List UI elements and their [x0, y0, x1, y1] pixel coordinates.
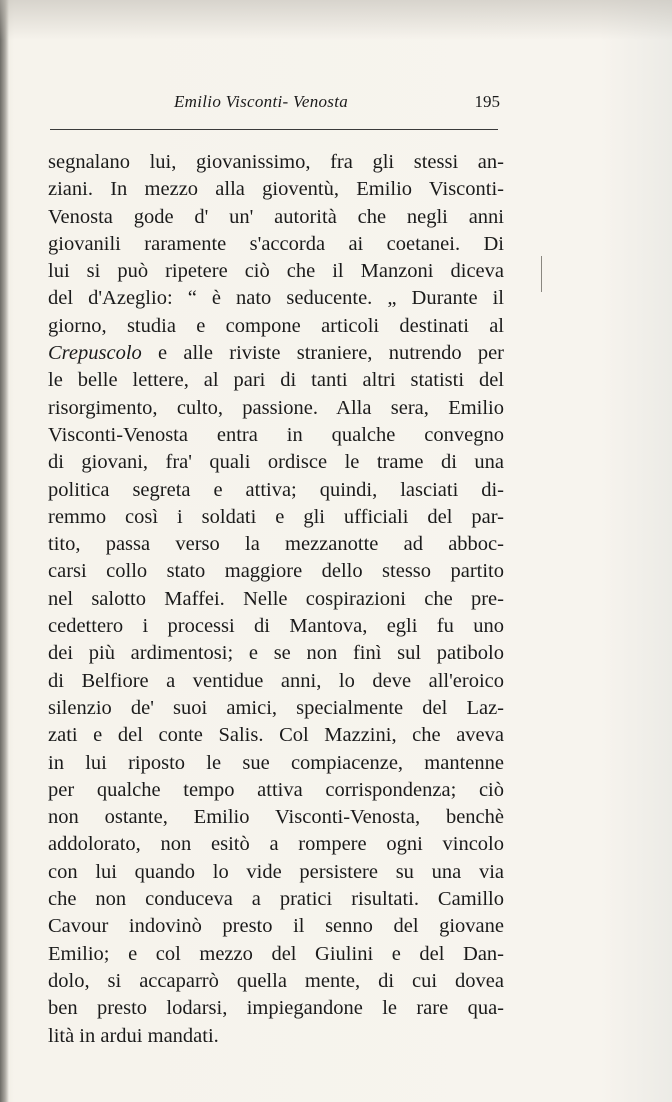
text-line: le belle lettere, al pari di tanti altri statisti del — [48, 369, 504, 392]
text-line: Emilio; e col mezzo del Giulini e del Dan- — [48, 942, 504, 965]
text-line: non ostante, Emilio Visconti-Venosta, benchè — [48, 806, 504, 829]
text-line: giorno, studia e compone articoli destinati al — [48, 314, 504, 337]
text-line: dei più ardimentosi; e se non finì sul patibolo — [48, 642, 504, 665]
text-line: cedettero i processi di Mantova, egli fu uno — [48, 615, 504, 638]
text-line: di Belfiore a ventidue anni, lo deve all'eroico — [48, 669, 504, 692]
running-title: Emilio Visconti- Venosta — [174, 92, 349, 111]
text-line: remmo così i soldati e gli ufficiali del par- — [48, 505, 504, 528]
page-number: 195 — [474, 92, 500, 111]
text-line: nel salotto Maffei. Nelle cospirazioni che pre- — [48, 587, 504, 610]
text-line: del d'Azeglio: “ è nato seducente. „ Durante il — [48, 287, 504, 310]
text-line-rest: e alle riviste straniere, nutrendo per — [158, 342, 505, 365]
text-line: giovanili raramente s'accorda ai coetanei. Di — [48, 232, 504, 255]
text-line: segnalano lui, giovanissimo, fra gli stessi an- — [48, 151, 504, 173]
text-line: carsi collo stato maggiore dello stesso partito — [48, 560, 504, 583]
text-line: in lui riposto le sue compiacenze, mantenne — [48, 751, 504, 774]
text-line: Visconti-Venosta entra in qualche convegno — [48, 423, 504, 446]
header-rule — [50, 129, 498, 130]
text-line: dolo, si accaparrò quella mente, di cui dovea — [48, 969, 504, 992]
text-line: risorgimento, culto, passione. Alla sera, Emilio — [48, 396, 504, 419]
text-line: addolorato, non esitò a rompere ogni vincolo — [48, 833, 504, 856]
text-line: zati e del conte Salis. Col Mazzini, che aveva — [48, 724, 504, 747]
text-line: che non conduceva a pratici risultati. Camillo — [48, 888, 504, 911]
text-line: politica segreta e attiva; quindi, lasciati di- — [48, 478, 504, 501]
body-text — [48, 149, 504, 1050]
text-line-last: lità in ardui mandati. — [48, 1024, 219, 1047]
text-line: lui si può ripetere ciò che il Manzoni diceva — [48, 260, 504, 283]
text-line: per qualche tempo attiva corrispondenza; ciò — [48, 778, 504, 801]
book-spine-shadow — [0, 0, 9, 1102]
italic-title: Crepuscolo — [48, 342, 142, 365]
text-line: tito, passa verso la mezzanotte ad abboc- — [48, 533, 504, 556]
text-line: Venosta gode d' un' autorità che negli anni — [48, 205, 504, 228]
page-header — [50, 92, 500, 122]
text-line: con lui quando lo vide persistere su una via — [48, 860, 504, 883]
text-line: silenzio de' suoi amici, specialmente del Laz- — [48, 696, 504, 719]
text-line: Cavour indovinò presto il senno del giovane — [48, 915, 504, 938]
text-line: ben presto lodarsi, impiegandone le rare qua- — [48, 997, 504, 1020]
text-line: ziani. In mezzo alla gioventù, Emilio Visconti- — [48, 178, 504, 201]
page-top-shadow — [0, 0, 672, 40]
margin-pencil-mark — [541, 256, 542, 292]
text-line: di giovani, fra' quali ordisce le trame di una — [48, 451, 504, 474]
text-line-with-italic — [48, 340, 504, 367]
